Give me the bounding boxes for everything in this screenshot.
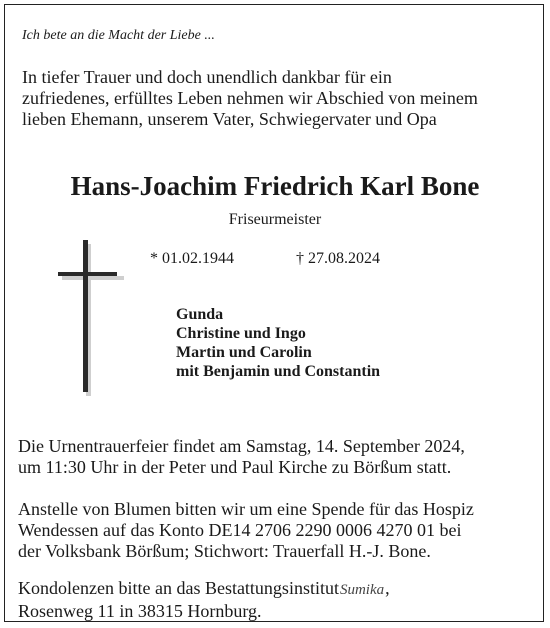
- condolence-line: Kondolenzen bitte an das Bestattungsinstitut: [18, 578, 339, 598]
- ceremony-info: [18, 436, 538, 478]
- donation-line: Anstelle von Blumen bitten wir um eine Spende für das Hospiz: [18, 499, 474, 519]
- condolence-address: Rosenweg 11 in 38315 Hornburg.: [18, 601, 262, 621]
- condolence-comma: ,: [385, 578, 390, 598]
- intro-line: zufriedenes, erfülltes Leben nehmen wir Abschied von meinem: [22, 88, 478, 108]
- death-date: † 27.08.2024: [296, 250, 380, 267]
- condolence-info: [18, 578, 538, 622]
- funeral-home-signature: Sumika: [339, 582, 385, 598]
- donation-info: [18, 499, 538, 562]
- latin-cross-icon: [52, 238, 132, 408]
- mourner-name: Gunda: [176, 306, 224, 323]
- deceased-name: Hans-Joachim Friedrich Karl Bone: [70, 171, 480, 201]
- intro-text: [22, 67, 537, 130]
- deceased-profession: Friseurmeister: [228, 211, 322, 228]
- intro-line: In tiefer Trauer und doch unendlich dankbar für ein: [22, 67, 392, 87]
- mourner-name: Martin und Carolin: [176, 344, 312, 361]
- obituary-notice: [4, 4, 544, 622]
- birth-date: * 01.02.1944: [150, 250, 234, 267]
- motto: Ich bete an die Macht der Liebe ...: [22, 28, 215, 43]
- mourner-name: Christine und Ingo: [176, 325, 306, 342]
- ceremony-line: um 11:30 Uhr in der Peter und Paul Kirche zu Börßum statt.: [18, 457, 452, 477]
- mourner-name: mit Benjamin und Constantin: [176, 363, 381, 380]
- donation-line: der Volksbank Börßum; Stichwort: Trauerfall H.-J. Bone.: [18, 541, 431, 561]
- donation-line: Wendessen auf das Konto DE14 2706 2290 0006 4270 01 bei: [18, 520, 462, 540]
- ceremony-line: Die Urnentrauerfeier findet am Samstag, 14. September 2024,: [18, 436, 465, 456]
- intro-line: lieben Ehemann, unserem Vater, Schwiegervater und Opa: [22, 109, 437, 129]
- mourners-list: [176, 305, 380, 381]
